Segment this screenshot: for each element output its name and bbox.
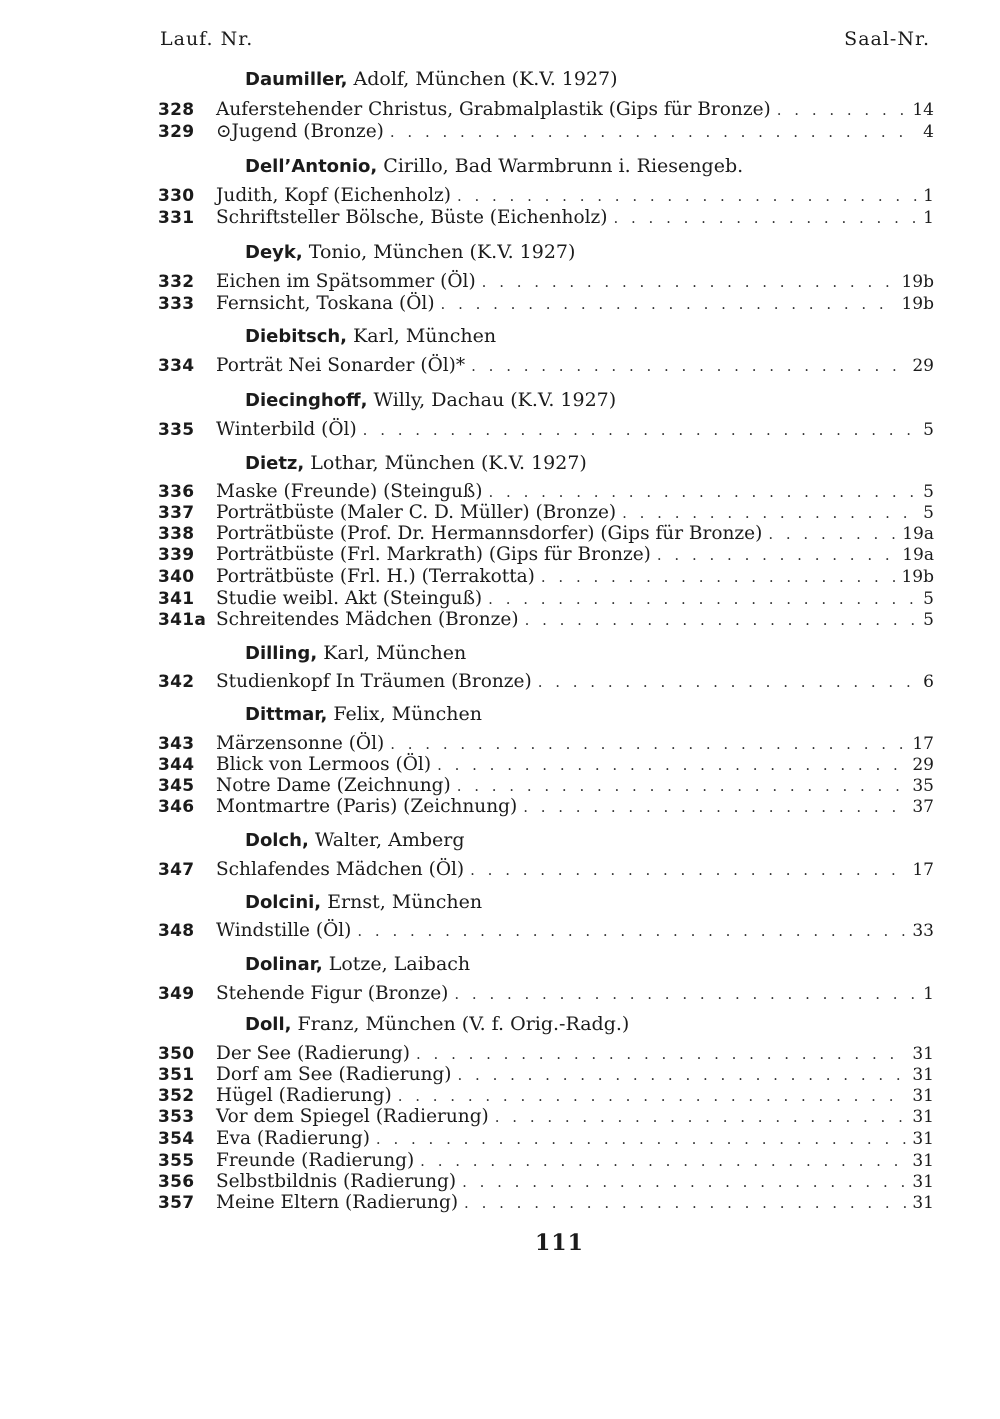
- entry-number: 330: [158, 186, 195, 206]
- artist-name: Dolinar,: [245, 954, 323, 975]
- entry-number: 337: [158, 503, 195, 523]
- entry-number: 344: [158, 755, 195, 775]
- entry-number: 332: [158, 272, 195, 292]
- artist-name: Dittmar,: [245, 704, 328, 725]
- entry-room: 31: [912, 1193, 934, 1213]
- catalog-entry: [158, 185, 934, 209]
- entry-number: 329: [158, 122, 195, 142]
- artist-name: Daumiller,: [245, 69, 348, 90]
- dot-leader: [390, 123, 917, 141]
- entry-title: Winterbild (Öl): [216, 419, 357, 440]
- dot-leader: [398, 1087, 907, 1105]
- entry-room: 29: [912, 356, 934, 376]
- catalog-entry: [158, 271, 934, 295]
- entry-title: Märzensonne (Öl): [216, 733, 385, 754]
- dot-leader: [768, 525, 896, 543]
- entry-title: Montmartre (Paris) (Zeichnung): [216, 796, 518, 817]
- entry-room: 1: [923, 186, 934, 206]
- dot-leader: [523, 798, 906, 816]
- page-number: 111: [535, 1230, 584, 1256]
- dot-leader: [357, 922, 906, 940]
- catalog-entry: [158, 293, 934, 317]
- dot-leader: [482, 273, 896, 291]
- dot-leader: [420, 1152, 906, 1170]
- artist-info: Karl, München: [353, 325, 497, 347]
- artist-heading: [245, 389, 616, 411]
- entry-title: ⊙Jugend (Bronze): [216, 121, 384, 142]
- entry-number: 349: [158, 984, 195, 1004]
- entry-room: 5: [923, 589, 934, 609]
- artist-info: Lothar, München (K.V. 1927): [310, 452, 587, 474]
- artist-info: Felix, München: [333, 703, 482, 725]
- entry-number: 354: [158, 1129, 195, 1149]
- entry-number: 338: [158, 524, 195, 544]
- entry-number: 331: [158, 208, 195, 228]
- entry-title: Meine Eltern (Radierung): [216, 1192, 459, 1213]
- catalog-entry: [158, 566, 934, 590]
- entry-room: 17: [912, 860, 934, 880]
- artist-name: Dilling,: [245, 643, 318, 664]
- dot-leader: [457, 777, 907, 795]
- dot-leader: [489, 483, 918, 501]
- entry-number: 340: [158, 567, 195, 587]
- artist-heading: [245, 891, 482, 913]
- entry-room: 31: [912, 1107, 934, 1127]
- entry-title: Judith, Kopf (Eichenholz): [216, 185, 451, 206]
- artist-info: Walter, Amberg: [314, 829, 465, 851]
- entry-title: Blick von Lermoos (Öl): [216, 754, 432, 775]
- catalog-entry: [158, 544, 934, 568]
- entry-number: 328: [158, 100, 195, 120]
- entry-room: 5: [923, 420, 934, 440]
- entry-title: Porträtbüste (Prof. Dr. Hermannsdorfer) (Gips für Bronze): [216, 523, 763, 544]
- dot-leader: [495, 1108, 907, 1126]
- header-room-number: Saal-Nr.: [844, 28, 930, 50]
- artist-name: Dolch,: [245, 830, 309, 851]
- entry-title: Porträtbüste (Frl. Markrath) (Gips für Bronze): [216, 544, 651, 565]
- artist-heading: [245, 642, 466, 664]
- entry-room: 4: [923, 122, 934, 142]
- entry-title: Eva (Radierung): [216, 1128, 370, 1149]
- entry-room: 31: [912, 1044, 934, 1064]
- dot-leader: [471, 357, 906, 375]
- entry-number: 341: [158, 589, 195, 609]
- catalog-entry: [158, 355, 934, 379]
- entry-title: Dorf am See (Radierung): [216, 1064, 452, 1085]
- artist-heading: [245, 68, 618, 90]
- entry-title: Porträtbüste (Frl. H.) (Terrakotta): [216, 566, 535, 587]
- entry-number: 355: [158, 1151, 195, 1171]
- dot-leader: [470, 861, 906, 879]
- catalog-entry: [158, 920, 934, 944]
- artist-heading: [245, 155, 743, 177]
- catalog-entry: [158, 419, 934, 443]
- entry-title: Freunde (Radierung): [216, 1150, 415, 1171]
- entry-number: 356: [158, 1172, 195, 1192]
- entry-room: 31: [912, 1172, 934, 1192]
- entry-number: 341a: [158, 610, 207, 630]
- artist-info: Ernst, München: [327, 891, 483, 913]
- dot-leader: [458, 1066, 907, 1084]
- catalog-entry: [158, 859, 934, 883]
- entry-number: 333: [158, 294, 195, 314]
- dot-leader: [457, 187, 917, 205]
- entry-title: Schlafendes Mädchen (Öl): [216, 859, 465, 880]
- dot-leader: [437, 756, 906, 774]
- artist-heading: [245, 241, 575, 263]
- entry-title: Windstille (Öl): [216, 920, 352, 941]
- artist-heading: [245, 703, 482, 725]
- entry-title: Studie weibl. Akt (Steinguß): [216, 588, 483, 609]
- dot-leader: [390, 735, 906, 753]
- entry-room: 19b: [901, 294, 934, 314]
- entry-title: Der See (Radierung): [216, 1043, 410, 1064]
- dot-leader: [441, 295, 896, 313]
- entry-room: 17: [912, 734, 934, 754]
- entry-room: 31: [912, 1065, 934, 1085]
- artist-heading: [245, 829, 464, 851]
- entry-number: 357: [158, 1193, 195, 1213]
- dot-leader: [622, 504, 917, 522]
- artist-name: Diebitsch,: [245, 326, 348, 347]
- entry-room: 19a: [902, 545, 934, 565]
- entry-number: 346: [158, 797, 195, 817]
- entry-room: 19b: [901, 272, 934, 292]
- artist-name: Doll,: [245, 1014, 292, 1035]
- catalog-entry: [158, 1128, 934, 1152]
- entry-title: Porträt Nei Sonarder (Öl)*: [216, 355, 466, 376]
- catalog-entry: [158, 796, 934, 820]
- catalog-entry: [158, 99, 934, 123]
- entry-title: Fernsicht, Toskana (Öl): [216, 293, 435, 314]
- entry-number: 353: [158, 1107, 195, 1127]
- entry-number: 343: [158, 734, 195, 754]
- dot-leader: [376, 1130, 906, 1148]
- entry-title: Studienkopf In Träumen (Bronze): [216, 671, 532, 692]
- artist-info: Willy, Dachau (K.V. 1927): [373, 389, 617, 411]
- entry-title: Notre Dame (Zeichnung): [216, 775, 451, 796]
- catalog-entry: [158, 983, 934, 1007]
- dot-leader: [525, 611, 918, 629]
- entry-number: 334: [158, 356, 195, 376]
- artist-info: Tonio, München (K.V. 1927): [308, 241, 576, 263]
- artist-name: Dietz,: [245, 453, 305, 474]
- entry-number: 345: [158, 776, 195, 796]
- entry-number: 351: [158, 1065, 195, 1085]
- entry-room: 31: [912, 1086, 934, 1106]
- entry-room: 33: [912, 921, 934, 941]
- dot-leader: [541, 568, 896, 586]
- catalog-entry: [158, 1192, 934, 1216]
- catalog-entry: [158, 671, 934, 695]
- artist-info: Karl, München: [323, 642, 467, 664]
- entry-room: 6: [923, 672, 934, 692]
- artist-heading: [245, 452, 587, 474]
- dot-leader: [613, 209, 917, 227]
- entry-number: 342: [158, 672, 195, 692]
- entry-title: Porträtbüste (Maler C. D. Müller) (Bronze): [216, 502, 617, 523]
- artist-name: Diecinghoff,: [245, 390, 368, 411]
- catalog-entry: [158, 1106, 934, 1130]
- header-running-number: Lauf. Nr.: [160, 28, 254, 50]
- entry-title: Hügel (Radierung): [216, 1085, 392, 1106]
- dot-leader: [462, 1173, 906, 1191]
- catalog-entry: [158, 609, 934, 633]
- entry-title: Maske (Freunde) (Steinguß): [216, 481, 483, 502]
- dot-leader: [538, 673, 917, 691]
- artist-info: Franz, München (V. f. Orig.-Radg.): [297, 1013, 630, 1035]
- entry-room: 1: [923, 984, 934, 1004]
- entry-title: Schreitendes Mädchen (Bronze): [216, 609, 519, 630]
- artist-info: Lotze, Laibach: [328, 953, 471, 975]
- entry-room: 14: [912, 100, 934, 120]
- entry-title: Selbstbildnis (Radierung): [216, 1171, 457, 1192]
- artist-heading: [245, 953, 470, 975]
- dot-leader: [464, 1194, 906, 1212]
- entry-room: 5: [923, 610, 934, 630]
- entry-title: Vor dem Spiegel (Radierung): [216, 1106, 489, 1127]
- entry-title: Stehende Figur (Bronze): [216, 983, 449, 1004]
- artist-info: Adolf, München (K.V. 1927): [353, 68, 618, 90]
- entry-room: 5: [923, 503, 934, 523]
- catalog-entry: [158, 207, 934, 231]
- entry-number: 336: [158, 482, 195, 502]
- artist-heading: [245, 1013, 629, 1035]
- entry-room: 19b: [901, 567, 934, 587]
- entry-number: 335: [158, 420, 195, 440]
- dot-leader: [657, 546, 896, 564]
- artist-name: Deyk,: [245, 242, 303, 263]
- entry-number: 350: [158, 1044, 195, 1064]
- entry-room: 31: [912, 1151, 934, 1171]
- artist-heading: [245, 325, 496, 347]
- dot-leader: [777, 101, 907, 119]
- artist-name: Dolcini,: [245, 892, 322, 913]
- artist-name: Dell’Antonio,: [245, 156, 378, 177]
- entry-number: 347: [158, 860, 195, 880]
- entry-number: 339: [158, 545, 195, 565]
- entry-title: Schriftsteller Bölsche, Büste (Eichenholz): [216, 207, 608, 228]
- entry-room: 31: [912, 1129, 934, 1149]
- dot-leader: [488, 590, 917, 608]
- entry-room: 35: [912, 776, 934, 796]
- dot-leader: [454, 985, 917, 1003]
- entry-room: 1: [923, 208, 934, 228]
- dot-leader: [363, 421, 918, 439]
- artist-info: Cirillo, Bad Warmbrunn i. Riesengeb.: [383, 155, 744, 177]
- entry-title: Eichen im Spätsommer (Öl): [216, 271, 476, 292]
- entry-number: 352: [158, 1086, 195, 1106]
- dot-leader: [416, 1045, 906, 1063]
- entry-room: 29: [912, 755, 934, 775]
- catalog-entry: [158, 121, 934, 145]
- entry-title: Auferstehender Christus, Grabmalplastik (Gips für Bronze): [216, 99, 771, 120]
- entry-room: 19a: [902, 524, 934, 544]
- entry-room: 37: [912, 797, 934, 817]
- entry-room: 5: [923, 482, 934, 502]
- entry-number: 348: [158, 921, 195, 941]
